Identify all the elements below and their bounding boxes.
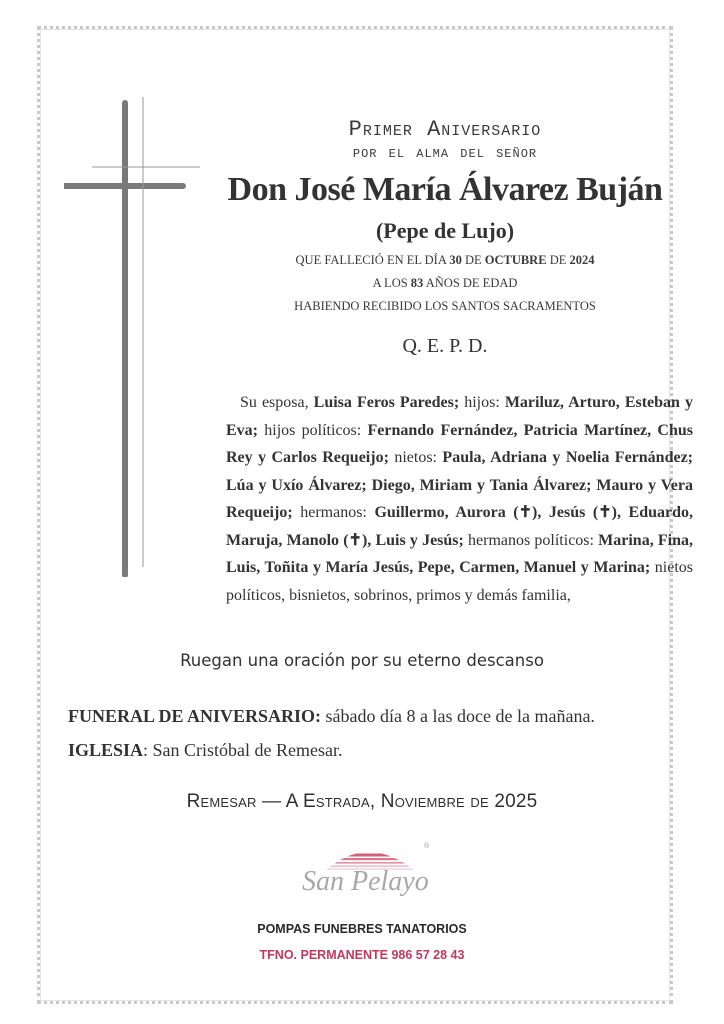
family-seg: hermanos: [292,504,375,521]
san-pelayo-logo [296,838,446,908]
family-seg: hijos: [459,394,505,411]
family-seg: Marina, Fina, Luis, Toñita y María Jesús, Pepe, Carmen, Manuel y Marina; [226,531,693,576]
deceased-name: Don José María Álvarez Buján [227,171,663,208]
death-day: 30 [449,253,462,267]
family-paragraph [226,389,693,609]
family-seg: hermanos políticos: [463,531,599,549]
family-seg: Su esposa, [240,394,314,411]
prayer-request: Ruegan una oración por su eterno descanso [180,651,544,670]
death-year: 2024 [569,253,595,267]
svg-text:®: ® [424,843,430,850]
company-tagline: POMPAS FUNEBRES TANATORIOS [257,922,467,936]
sacraments-line: HABIENDO RECIBIDO LOS SANTOS SACRAMENTOS [294,299,596,313]
age-suffix: AÑOS DE EDAD [423,276,518,290]
age-prefix: A LOS [372,276,411,290]
family-seg: Mariluz, Arturo, Esteban y Eva; [226,394,694,439]
title-anniversary: Primer Aniversario [348,117,542,142]
death-mid1: DE [461,253,485,267]
title-subtitle: por el alma del señor [352,144,538,163]
family-seg: Paula, Adriana y Noelia Fernández; Lúa y Uxío Álvarez; Diego, Miriam y Tania Álvarez; Mauro y Vera Requeijo; [226,449,693,521]
age-line [215,272,675,295]
church-text: : San Cristóbal de Remesar. [143,740,343,760]
death-prefix: QUE FALLECIÓ EN EL DÍA [295,253,450,267]
family-seg: hijos políticos: [258,421,368,439]
church-info [68,740,343,761]
death-month: OCTUBRE [484,253,547,267]
logo-text: San Pelayo [302,866,429,897]
family-seg: nietos políticos, bisnietos, sobrinos, primos y demás familia, [226,559,694,604]
church-label: IGLESIA [68,740,144,760]
death-date-line [215,249,675,272]
family-seg: nietos: [388,449,443,466]
funeral-label: FUNERAL DE ANIVERSARIO: [68,706,322,726]
family-seg: Fernando Fernández, Patricia Martínez, Chus Rey y Carlos Requeijo; [226,421,693,466]
deceased-nickname: (Pepe de Lujo) [375,218,515,243]
cross-icon [64,97,204,577]
family-seg: Luisa Feros Paredes; [313,394,460,411]
place-date: Remesar — A Estrada, Noviembre de 2025 [186,791,538,812]
death-mid2: DE [546,253,570,267]
age-value: 83 [410,276,424,290]
funeral-text: sábado día 8 a las doce de la mañana. [321,706,595,726]
funeral-info [68,706,595,727]
company-phone: TFNO. PERMANENTE 986 57 28 43 [259,948,465,962]
family-seg: Guillermo, Aurora (✝), Jesús (✝), Eduardo, Maruja, Manolo (✝), Luis y Jesús; [226,504,693,549]
obituary-header [215,117,675,366]
qepd: Q. E. P. D. [402,335,488,357]
